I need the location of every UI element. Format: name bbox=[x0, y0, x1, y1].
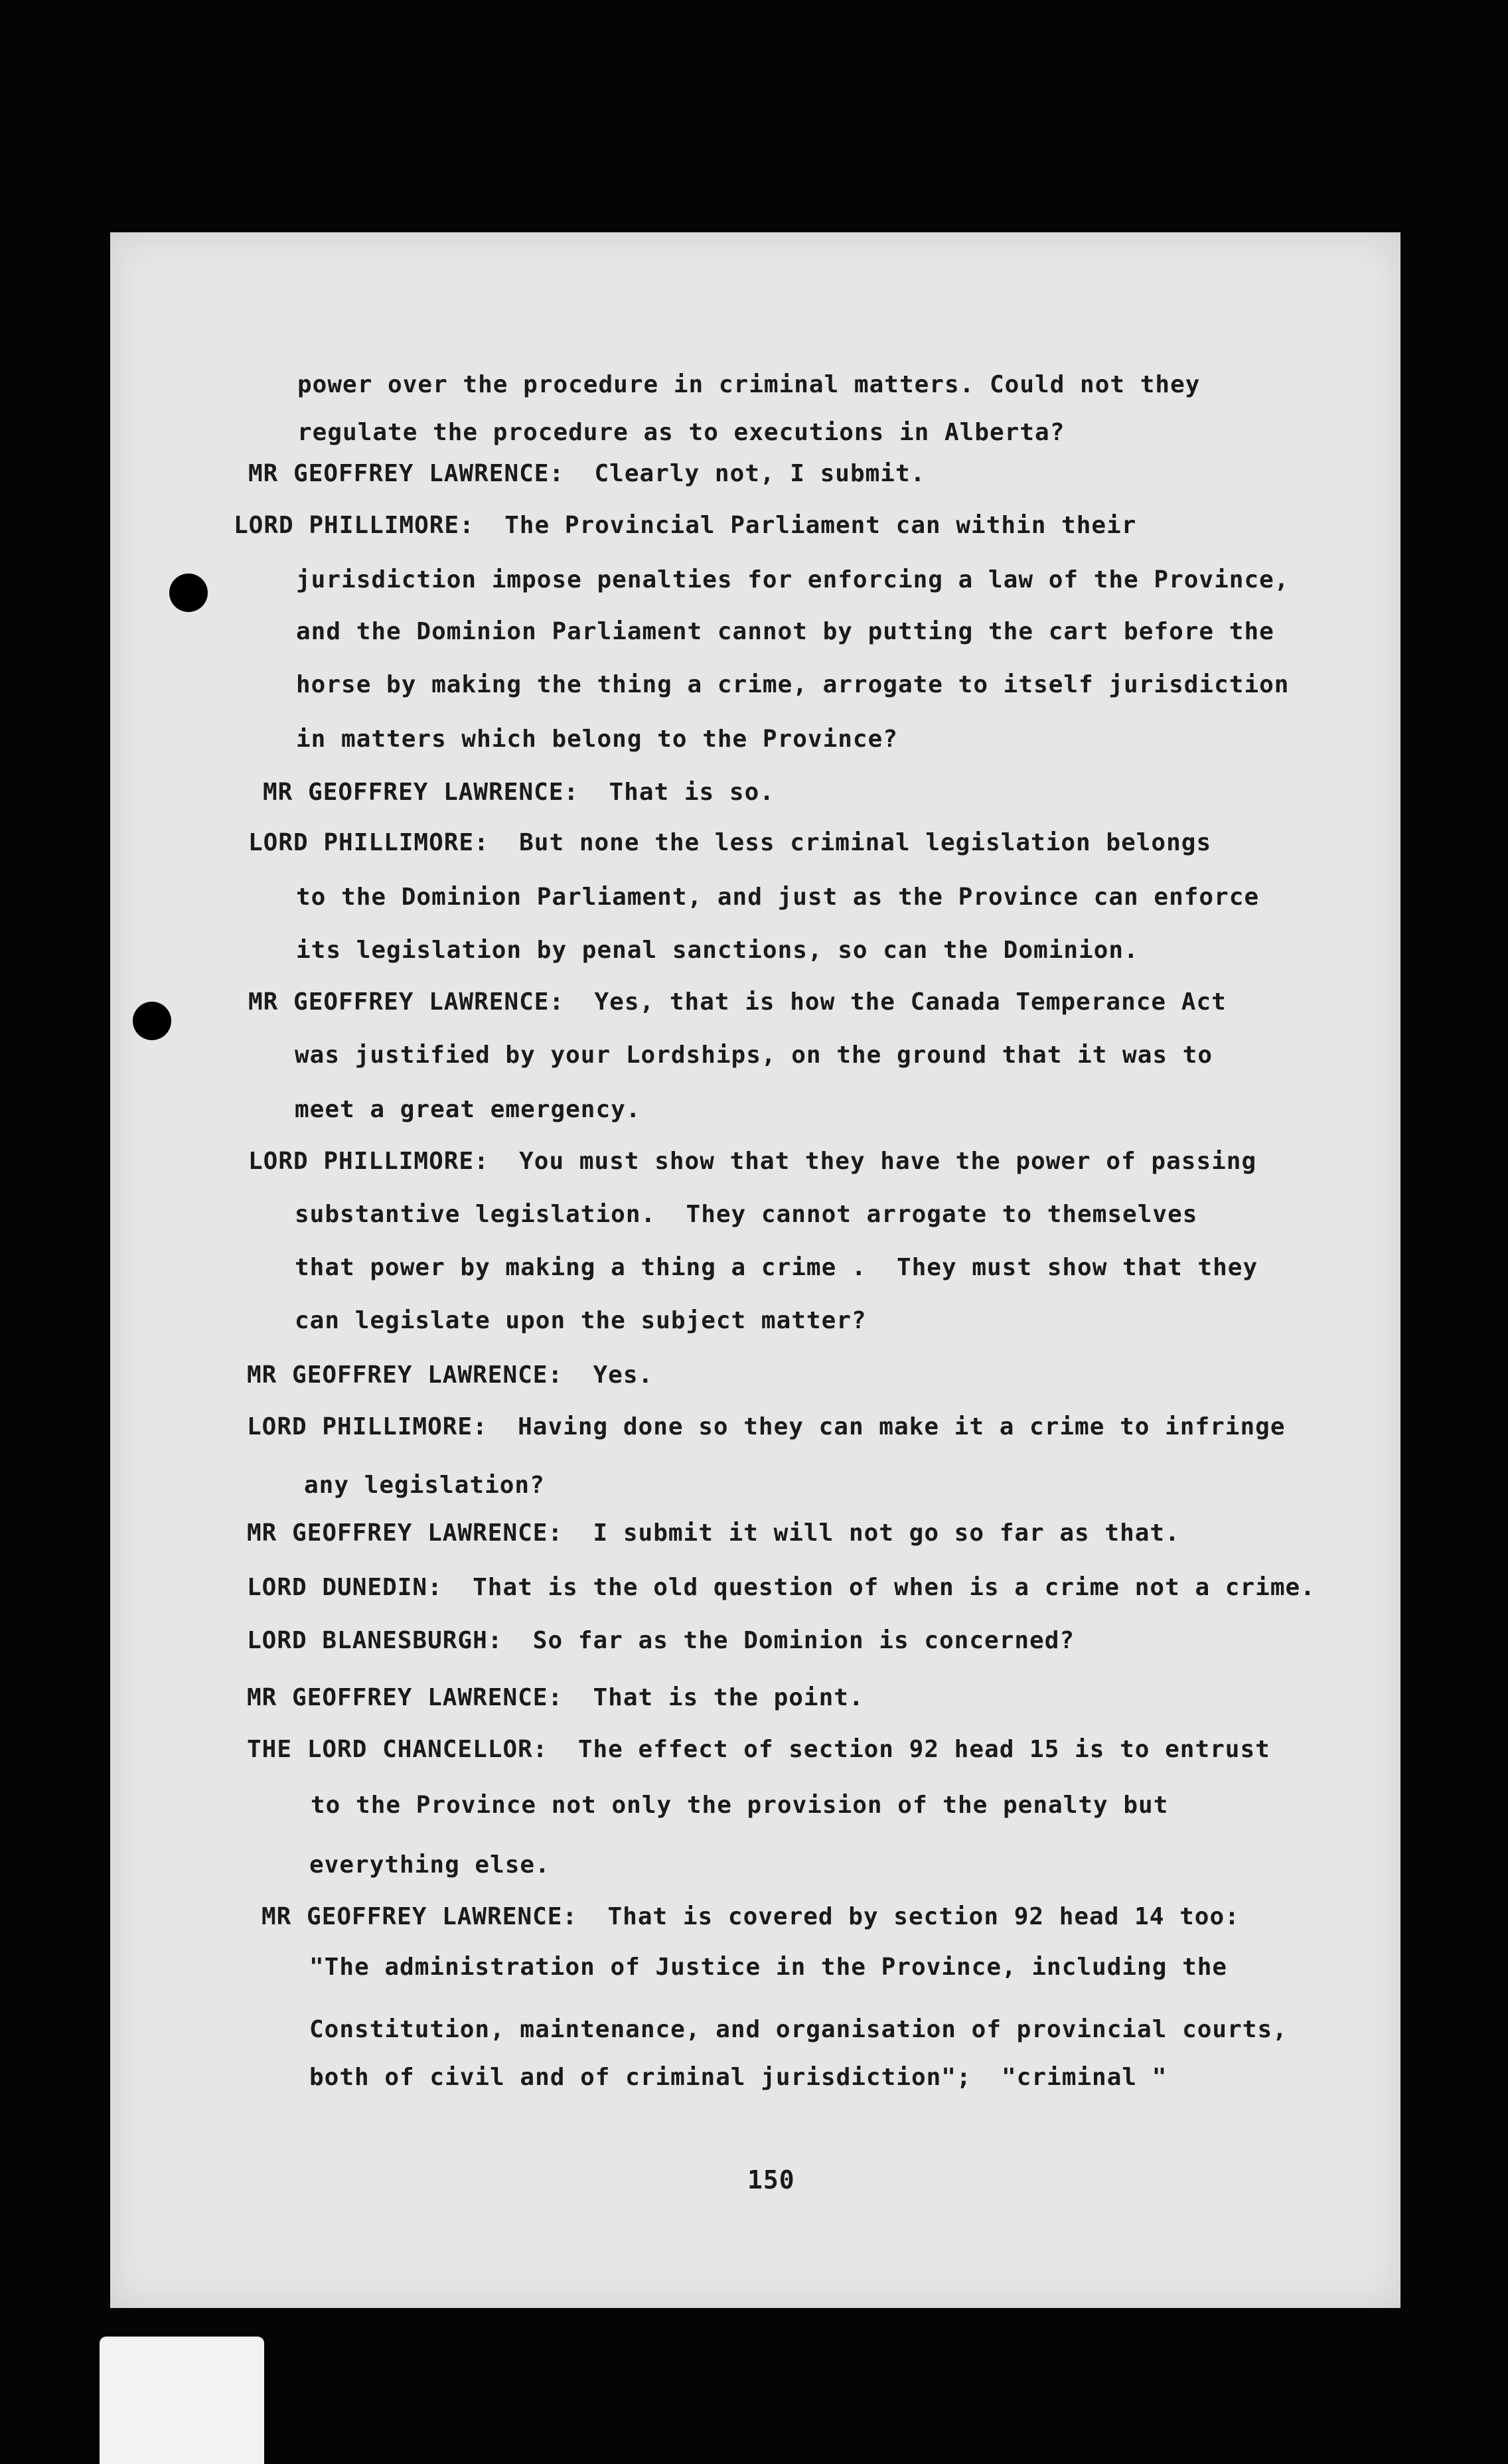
speaker-line: LORD PHILLIMORE: The Provincial Parliament can within their bbox=[234, 512, 1137, 539]
speaker-line: THE LORD CHANCELLOR: The effect of section 92 head 15 is to entrust bbox=[247, 1736, 1270, 1763]
speaker-line: LORD BLANESBURGH: So far as the Dominion is concerned? bbox=[247, 1627, 1075, 1654]
speaker-line: MR GEOFFREY LAWRENCE: That is the point. bbox=[247, 1684, 864, 1711]
text-line: can legislate upon the subject matter? bbox=[295, 1307, 867, 1334]
speaker-line: LORD PHILLIMORE: But none the less criminal legislation belongs bbox=[248, 829, 1212, 856]
text-line: to the Dominion Parliament, and just as the Province can enforce bbox=[296, 884, 1260, 911]
text-line: everything else. bbox=[309, 1851, 550, 1879]
speaker-line: MR GEOFFREY LAWRENCE: I submit it will not go so far as that. bbox=[247, 1519, 1180, 1547]
text-line: meet a great emergency. bbox=[295, 1096, 641, 1123]
speaker-line: MR GEOFFREY LAWRENCE: Clearly not, I submit. bbox=[248, 460, 926, 487]
text-line: power over the procedure in criminal matters. Could not they bbox=[297, 371, 1201, 398]
punch-hole bbox=[133, 1002, 171, 1040]
text-line: was justified by your Lordships, on the ground that it was to bbox=[295, 1041, 1213, 1069]
text-line: jurisdiction impose penalties for enforcing a law of the Province, bbox=[296, 566, 1290, 593]
speaker-line: MR GEOFFREY LAWRENCE: That is so. bbox=[263, 779, 775, 806]
text-line: substantive legislation. They cannot arrogate to themselves bbox=[295, 1201, 1198, 1228]
text-line: "The administration of Justice in the Province, including the bbox=[309, 1954, 1228, 1981]
speaker-line: LORD PHILLIMORE: Having done so they can make it a crime to infringe bbox=[247, 1413, 1286, 1440]
speaker-line: MR GEOFFREY LAWRENCE: That is covered by section 92 head 14 too: bbox=[262, 1903, 1240, 1930]
text-line: that power by making a thing a crime . They must show that they bbox=[295, 1254, 1258, 1281]
text-line: and the Dominion Parliament cannot by putting the cart before the bbox=[296, 618, 1274, 645]
speaker-line: MR GEOFFREY LAWRENCE: Yes. bbox=[247, 1361, 654, 1389]
text-line: regulate the procedure as to executions in Alberta? bbox=[297, 419, 1065, 446]
page-number: 150 bbox=[747, 2165, 795, 2194]
speaker-line: LORD PHILLIMORE: You must show that they have the power of passing bbox=[248, 1148, 1257, 1175]
film-tab bbox=[100, 2337, 264, 2464]
text-line: in matters which belong to the Province? bbox=[296, 726, 898, 753]
speaker-line: MR GEOFFREY LAWRENCE: Yes, that is how the Canada Temperance Act bbox=[248, 988, 1227, 1016]
punch-hole bbox=[169, 574, 208, 612]
speaker-line: LORD DUNEDIN: That is the old question of when is a crime not a crime. bbox=[247, 1574, 1316, 1601]
text-line: both of civil and of criminal jurisdiction"; "criminal " bbox=[309, 2064, 1168, 2091]
text-line: to the Province not only the provision of the penalty but bbox=[311, 1792, 1169, 1819]
text-line: any legislation? bbox=[304, 1472, 545, 1499]
text-line: Constitution, maintenance, and organisation of provincial courts, bbox=[309, 2016, 1288, 2043]
text-line: horse by making the thing a crime, arrogate to itself jurisdiction bbox=[296, 671, 1290, 698]
text-line: its legislation by penal sanctions, so can the Dominion. bbox=[296, 937, 1139, 964]
